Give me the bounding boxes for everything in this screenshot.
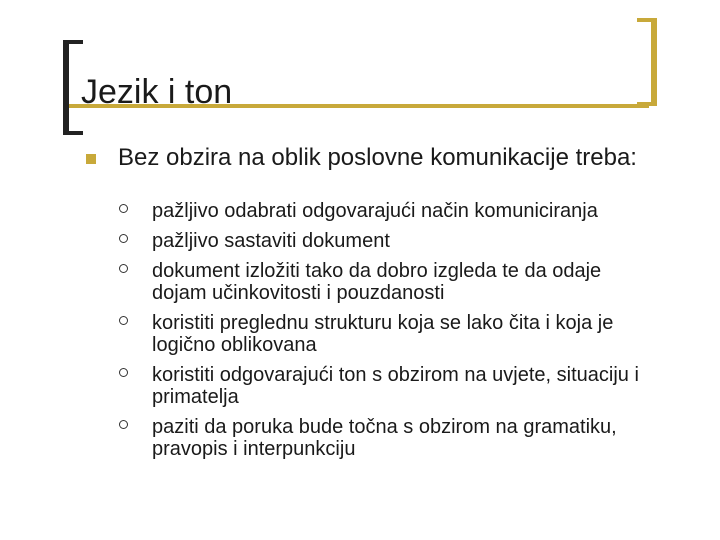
sub-point-text: koristiti odgovarajući ton s obzirom na uvjete, situaciju i primatelja [152, 364, 639, 408]
sub-point-item [118, 312, 658, 356]
left-bracket-bottom [63, 131, 83, 135]
right-bracket-vertical [651, 18, 657, 106]
circle-bullet-icon [119, 264, 128, 273]
circle-bullet-icon [119, 368, 128, 377]
left-bracket-top [63, 40, 83, 44]
sub-point-text: pažljivo odabrati odgovarajući način komuniciranja [152, 200, 598, 222]
right-bracket-bottom [637, 102, 657, 106]
circle-bullet-icon [119, 234, 128, 243]
square-bullet-icon [86, 154, 96, 164]
sub-point-item [118, 200, 658, 222]
sub-point-list [118, 200, 658, 468]
slide-title: Jezik i ton [81, 73, 233, 111]
main-point-text: Bez obzira na oblik poslovne komunikacije treba: [118, 144, 637, 171]
circle-bullet-icon [119, 420, 128, 429]
circle-bullet-icon [119, 204, 128, 213]
sub-point-item [118, 230, 658, 252]
sub-point-text: dokument izložiti tako da dobro izgleda te da odaje dojam učinkovitosti i pouzdanosti [152, 260, 602, 304]
sub-point-text: paziti da poruka bude točna s obzirom na gramatiku, pravopis i interpunkciju [152, 416, 617, 460]
sub-point-item [118, 364, 658, 408]
sub-point-text: pažljivo sastaviti dokument [152, 230, 390, 252]
left-bracket-vertical [63, 40, 69, 135]
right-bracket-top [637, 18, 657, 22]
sub-point-item [118, 260, 658, 304]
sub-point-item [118, 416, 658, 460]
circle-bullet-icon [119, 316, 128, 325]
sub-point-text: koristiti preglednu strukturu koja se lako čita i koja je logično oblikovana [152, 312, 614, 356]
